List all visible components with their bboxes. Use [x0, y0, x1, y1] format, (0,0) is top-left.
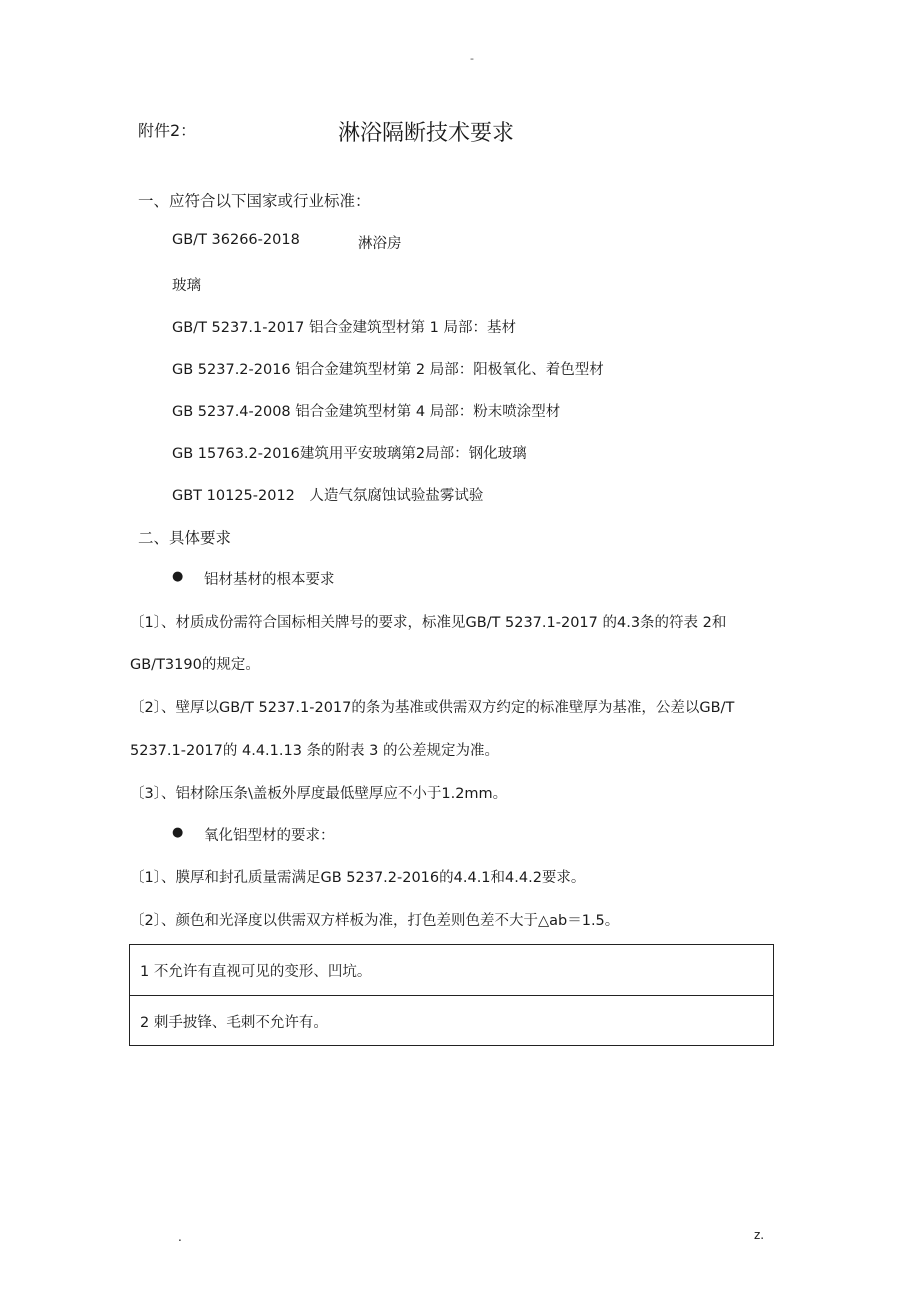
standard-item: GB/T 5237.1-2017 铝合金建筑型材第 1 局部：基材	[172, 320, 516, 336]
oxide-requirement-1: 〔1〕、膜厚和封孔质量需满足GB 5237.2-2016的4.4.1和4.4.2要求。	[130, 870, 586, 886]
table-row	[130, 945, 773, 996]
table-cell: 2 刺手披锋、毛刺不允许有。	[140, 1015, 328, 1031]
requirement-1-line1: 〔1〕、材质成份需符合国标相关牌号的要求，标准见GB/T 5237.1-2017 的4.3条的符表 2和	[130, 615, 727, 631]
requirement-2-line1: 〔2〕、壁厚以GB/T 5237.1-2017的条为基准或供需双方约定的标准壁厚为基准，公差以GB/T	[130, 700, 735, 716]
requirements-table	[129, 944, 774, 1046]
bullet-dot-icon: ●	[172, 825, 184, 840]
bullet-oxidized-profile: 氧化铝型材的要求：	[204, 828, 335, 844]
bullet-aluminum-base: 铝材基材的根本要求	[204, 572, 335, 588]
table-row	[130, 996, 773, 1047]
page-title: 淋浴隔断技术要求	[338, 121, 515, 146]
bullet-dot-icon: ●	[172, 569, 184, 584]
section1-heading: 一、应符合以下国家或行业标准：	[138, 192, 371, 210]
standard-item: GB 5237.4-2008 铝合金建筑型材第 4 局部：粉末喷涂型材	[172, 404, 561, 420]
standard1-name: 淋浴房	[358, 236, 402, 252]
footer-left-mark: .	[178, 1230, 182, 1244]
requirement-2-line2: 5237.1-2017的 4.4.1.13 条的附表 3 的公差规定为准。	[130, 743, 499, 759]
standard-item: GBT 10125-2012 人造气氛腐蚀试验盐雾试验	[172, 488, 484, 504]
requirement-3: 〔3〕、铝材除压条\盖板外厚度最低壁厚应不小于1.2mm。	[130, 786, 508, 802]
footer-right-mark: z.	[754, 1228, 765, 1242]
oxide-requirement-2: 〔2〕、颜色和光泽度以供需双方样板为准，打色差则色差不大于△ab＝1.5。	[130, 913, 620, 929]
standard-item: GB 5237.2-2016 铝合金建筑型材第 2 局部：阳极氧化、着色型材	[172, 362, 604, 378]
section2-heading: 二、具体要求	[138, 529, 232, 547]
standard1-subtitle: 玻璃	[172, 278, 201, 294]
standard-item: GB 15763.2-2016建筑用平安玻璃第2局部：钢化玻璃	[172, 446, 527, 462]
requirement-1-line2: GB/T3190的规定。	[130, 657, 260, 673]
header-mark: -	[470, 52, 474, 65]
attachment-label: 附件2：	[138, 121, 197, 140]
standard1-code: GB/T 36266-2018	[172, 232, 300, 248]
table-cell: 1 不允许有直视可见的变形、凹坑。	[140, 964, 372, 980]
